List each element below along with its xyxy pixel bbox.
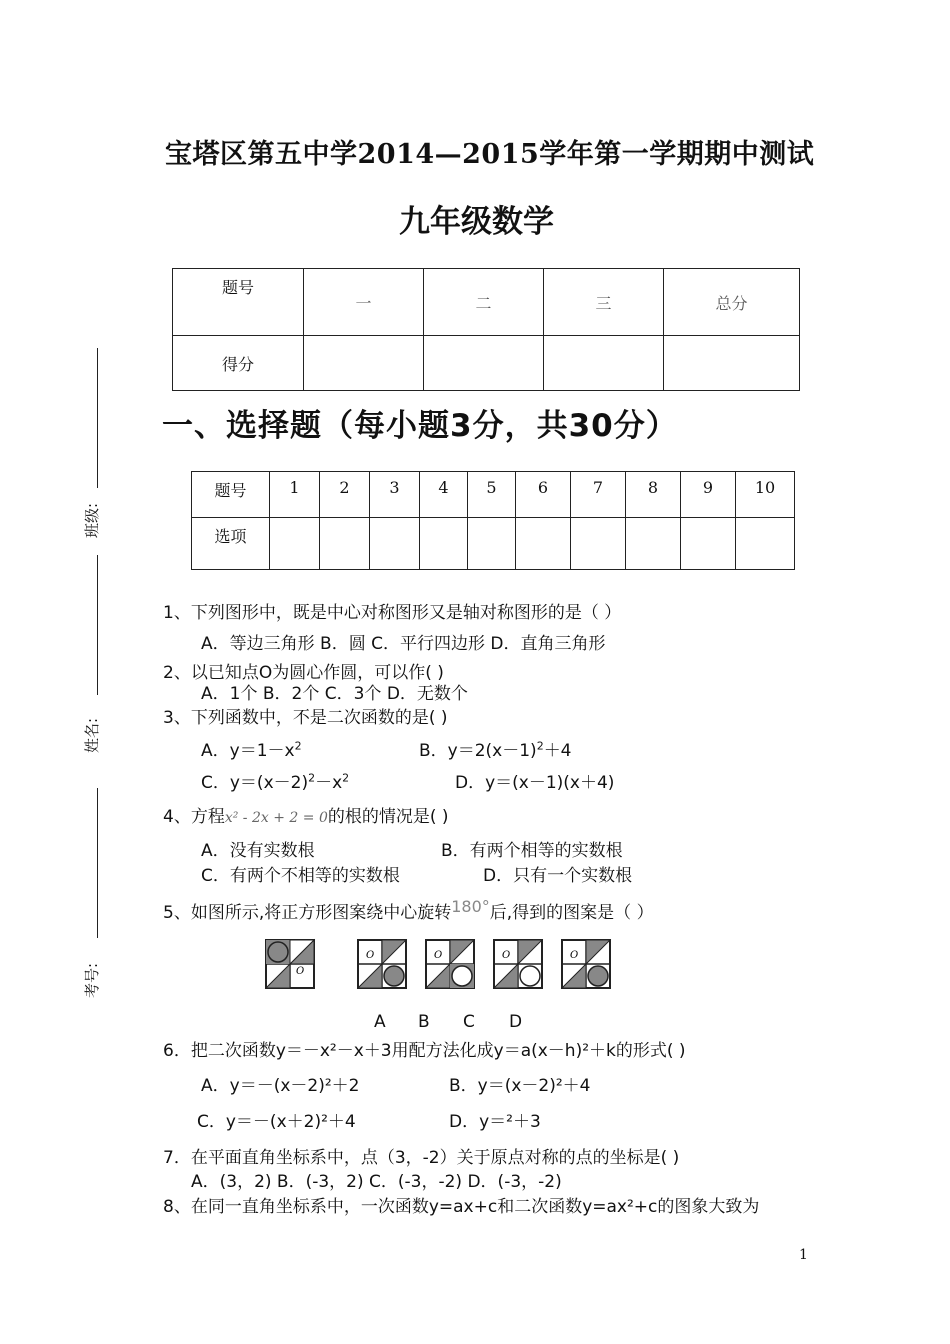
- rotation-angle: 180°: [451, 897, 490, 916]
- question-4-option-b: B．有两个相等的实数根: [441, 841, 623, 861]
- exponent: 2: [294, 739, 302, 753]
- answer-number: 9: [681, 472, 736, 518]
- answer-number: 10: [736, 472, 795, 518]
- question-4: [163, 802, 449, 827]
- answer-number: 7: [571, 472, 626, 518]
- question-text: 后,得到的图案是（ ）: [489, 903, 654, 923]
- score-col-3: 三: [544, 269, 664, 336]
- score-col-1: 一: [304, 269, 424, 336]
- score-table: [172, 268, 800, 391]
- question-1: 1、下列图形中，既是中心对称图形又是轴对称图形的是（ ）: [163, 603, 622, 623]
- question-6-option-d: D．y＝²＋3: [449, 1112, 541, 1132]
- exponent: 2: [308, 771, 316, 785]
- rotation-figures: [262, 936, 622, 996]
- section-heading: 一、选择题（每小题3分，共30分）: [162, 408, 678, 444]
- question-3-option-b: [419, 736, 572, 761]
- question-7-options: A．(3，2) B．(-3，2) C．(-3，-2) D．(-3，-2): [191, 1172, 562, 1192]
- answer-cell[interactable]: [320, 518, 370, 570]
- answer-cell[interactable]: [571, 518, 626, 570]
- answer-cell[interactable]: [420, 518, 468, 570]
- question-text: 4、方程: [163, 807, 225, 827]
- answer-cell[interactable]: [516, 518, 571, 570]
- answer-number: 8: [626, 472, 681, 518]
- answer-cell[interactable]: [270, 518, 320, 570]
- question-3-option-a: [201, 736, 302, 761]
- answer-number: 3: [370, 472, 420, 518]
- option-text: A．y＝1－x: [201, 741, 295, 761]
- score-cell[interactable]: [424, 336, 544, 391]
- option-d-figure: [562, 940, 610, 988]
- question-6-option-c: C．y＝－(x＋2)²＋4: [197, 1112, 356, 1132]
- question-8: 8、在同一直角坐标系中，一次函数y=ax+c和二次函数y=ax²+c的图象大致为: [163, 1197, 760, 1217]
- question-text: 5、如图所示,将正方形图案绕中心旋转: [163, 903, 452, 923]
- answer-cell[interactable]: [468, 518, 516, 570]
- answer-number: 5: [468, 472, 516, 518]
- answer-table: [191, 471, 795, 570]
- score-col-2: 二: [424, 269, 544, 336]
- question-3: 3、下列函数中，不是二次函数的是( ): [163, 708, 448, 728]
- original-figure: [266, 940, 314, 988]
- exponent: 2: [536, 739, 544, 753]
- option-c-figure: [494, 940, 542, 988]
- answer-cell[interactable]: [626, 518, 681, 570]
- svg-text:O: O: [502, 950, 511, 961]
- figure-label-d: D: [509, 1012, 523, 1032]
- answer-number: 4: [420, 472, 468, 518]
- page-number: 1: [799, 1247, 808, 1263]
- svg-text:O: O: [570, 950, 579, 961]
- answer-cell[interactable]: [736, 518, 795, 570]
- answer-cell[interactable]: [370, 518, 420, 570]
- answer-number: 2: [320, 472, 370, 518]
- question-3-option-d: D．y＝(x－1)(x＋4): [455, 773, 615, 793]
- exam-title: 宝塔区第五中学2014—2015学年第一学期期中测试: [165, 139, 815, 170]
- equation: x² - 2x + 2 = 0: [224, 810, 328, 826]
- figure-label-c: C: [463, 1012, 475, 1032]
- exam-subtitle: 九年级数学: [399, 204, 554, 240]
- option-b-figure: [426, 940, 474, 988]
- question-4-option-d: D．只有一个实数根: [483, 866, 633, 886]
- question-text: 的根的情况是( ): [327, 807, 449, 827]
- binding-line: [97, 555, 98, 695]
- score-row-label: 得分: [173, 336, 304, 391]
- question-2: 2、以已知点O为圆心作圆，可以作( ): [163, 663, 444, 683]
- question-6: 6．把二次函数y＝－x²－x＋3用配方法化成y＝a(x－h)²＋k的形式( ): [163, 1041, 686, 1061]
- question-7: 7．在平面直角坐标系中，点（3，-2）关于原点对称的点的坐标是( ): [163, 1148, 680, 1168]
- exponent: 2: [342, 771, 350, 785]
- name-label: 姓名:: [83, 717, 102, 754]
- answer-row-label: 选项: [192, 518, 270, 570]
- class-label: 班级:: [83, 502, 102, 539]
- svg-text:O: O: [296, 966, 305, 977]
- question-6-option-b: B．y＝(x－2)²＋4: [449, 1076, 591, 1096]
- question-4-option-c: C．有两个不相等的实数根: [201, 866, 400, 886]
- score-col-total: 总分: [664, 269, 800, 336]
- id-label: 考号:: [83, 962, 102, 999]
- answer-cell[interactable]: [681, 518, 736, 570]
- score-cell[interactable]: [304, 336, 424, 391]
- option-text: B．y＝2(x－1): [419, 741, 537, 761]
- question-2-options: A．1个 B．2个 C．3个 D．无数个: [201, 684, 468, 704]
- question-1-options: A．等边三角形 B．圆 C．平行四边形 D．直角三角形: [201, 634, 606, 654]
- option-text: －x: [315, 773, 343, 793]
- binding-line: [97, 788, 98, 938]
- answer-number: 1: [270, 472, 320, 518]
- figure-label-b: B: [418, 1012, 430, 1032]
- svg-text:O: O: [366, 950, 375, 961]
- option-text: ＋4: [543, 741, 572, 761]
- answer-number: 6: [516, 472, 571, 518]
- question-4-option-a: A．没有实数根: [201, 841, 315, 861]
- score-cell[interactable]: [664, 336, 800, 391]
- score-row-header: 题号: [173, 269, 304, 336]
- question-5: [163, 898, 654, 923]
- question-6-option-a: A．y＝－(x－2)²＋2: [201, 1076, 360, 1096]
- binding-line: [97, 348, 98, 488]
- figure-label-a: A: [374, 1012, 386, 1032]
- svg-text:O: O: [434, 950, 443, 961]
- score-cell[interactable]: [544, 336, 664, 391]
- option-text: C．y＝(x－2): [201, 773, 309, 793]
- answer-row-header: 题号: [192, 472, 270, 518]
- option-a-figure: [358, 940, 406, 988]
- question-3-option-c: [201, 768, 349, 793]
